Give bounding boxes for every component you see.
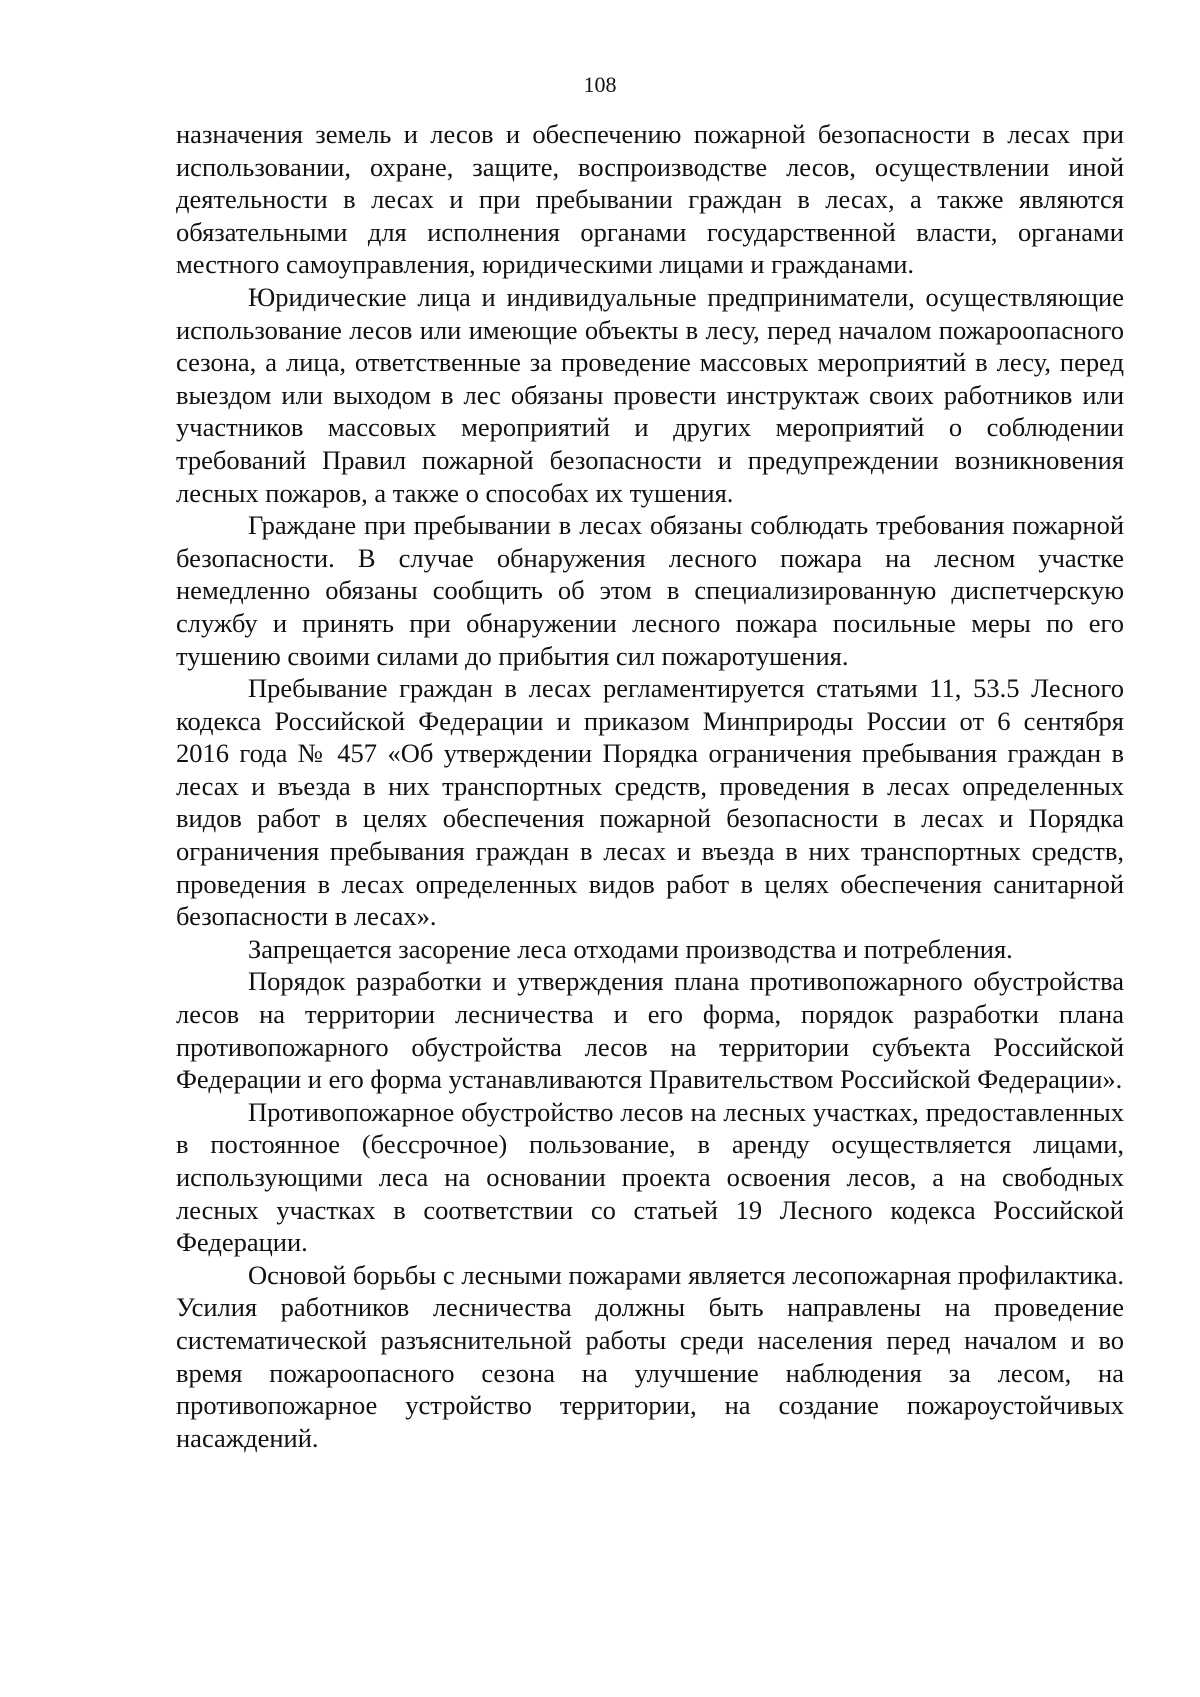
paragraph-littering-prohibited: Запрещается засорение леса отходами производства и потребления. <box>248 933 1013 964</box>
paragraph-fire-prevention: Основой борьбы с лесными пожарами является лесопожарная профилактика. Усилия работников лесничества должны быть направлены на проведение систематической разъяснительной работы среди населения перед началом и во время пожароопасного сезона на улучшение наблюдения за лесом, на противопожарное устройство территории, на создание пожароустойчивых насаждений. <box>176 1259 1124 1453</box>
paragraph-citizens-obligations: Граждане при пребывании в лесах обязаны соблюдать требования пожарной безопасности. В случае обнаружения лесного пожара на лесном участке немедленно обязаны сообщить об этом в специализированную диспетчерскую службу и принять при обнаружении лесного пожара посильные меры по его тушению своими силами до прибытия сил пожаротушения. <box>176 510 1124 671</box>
document-body <box>176 118 1124 1454</box>
paragraph-fire-arrangement: Противопожарное обустройство лесов на лесных участках, предоставленных в постоянное (бессрочное) пользование, в аренду осуществляется лицами, использующими леса на основании проекта освоения лесов, а на свободных лесных участках в соответствии со статьей 19 Лесного кодекса Российской Федерации. <box>176 1096 1124 1258</box>
paragraph-stay-regulation: Пребывание граждан в лесах регламентируется статьями 11, 53.5 Лесного кодекса Российской Федерации и приказом Минприроды России от 6 сентября 2016 года № 457 «Об утверждении Порядка ограничения пребывания граждан в лесах и въезда в них транспортных средств, проведения в лесах определенных видов работ в целях обеспечения пожарной безопасности в лесах и Порядка ограничения пребывания граждан в лесах и въезда в них транспортных средств, проведения в лесах определенных видов работ в целях обеспечения санитарной безопасности в лесах». <box>176 673 1124 932</box>
paragraph-continuation: назначения земель и лесов и обеспечению пожарной безопасности в лесах при использовании, охране, защите, воспроизводстве лесов, осуществлении иной деятельности в лесах и при пребывании граждан в лесах, а также являются обязательными для исполнения органами государственной власти, органами местного самоуправления, юридическими лицами и гражданами. <box>176 119 1124 280</box>
page-number: 108 <box>583 72 617 97</box>
paragraph-fire-plan-procedure: Порядок разработки и утверждения плана противопожарного обустройства лесов на территории лесничества и его форма, порядок разработки плана противопожарного обустройства лесов на территории субъекта Российской Федерации и его форма устанавливаются Правительством Российской Федерации». <box>176 966 1124 1095</box>
paragraph-legal-entities-briefing: Юридические лица и индивидуальные предприниматели, осуществляющие использование лесов или имеющие объекты в лесу, перед началом пожароопасного сезона, а лица, ответственные за проведение массовых мероприятий в лесу, перед выездом или выходом в лес обязаны провести инструктаж своих работников или участников массовых мероприятий и других мероприятий о соблюдении требований Правил пожарной безопасности и предупреждении возникновения лесных пожаров, а также о способах их тушения. <box>176 281 1124 508</box>
